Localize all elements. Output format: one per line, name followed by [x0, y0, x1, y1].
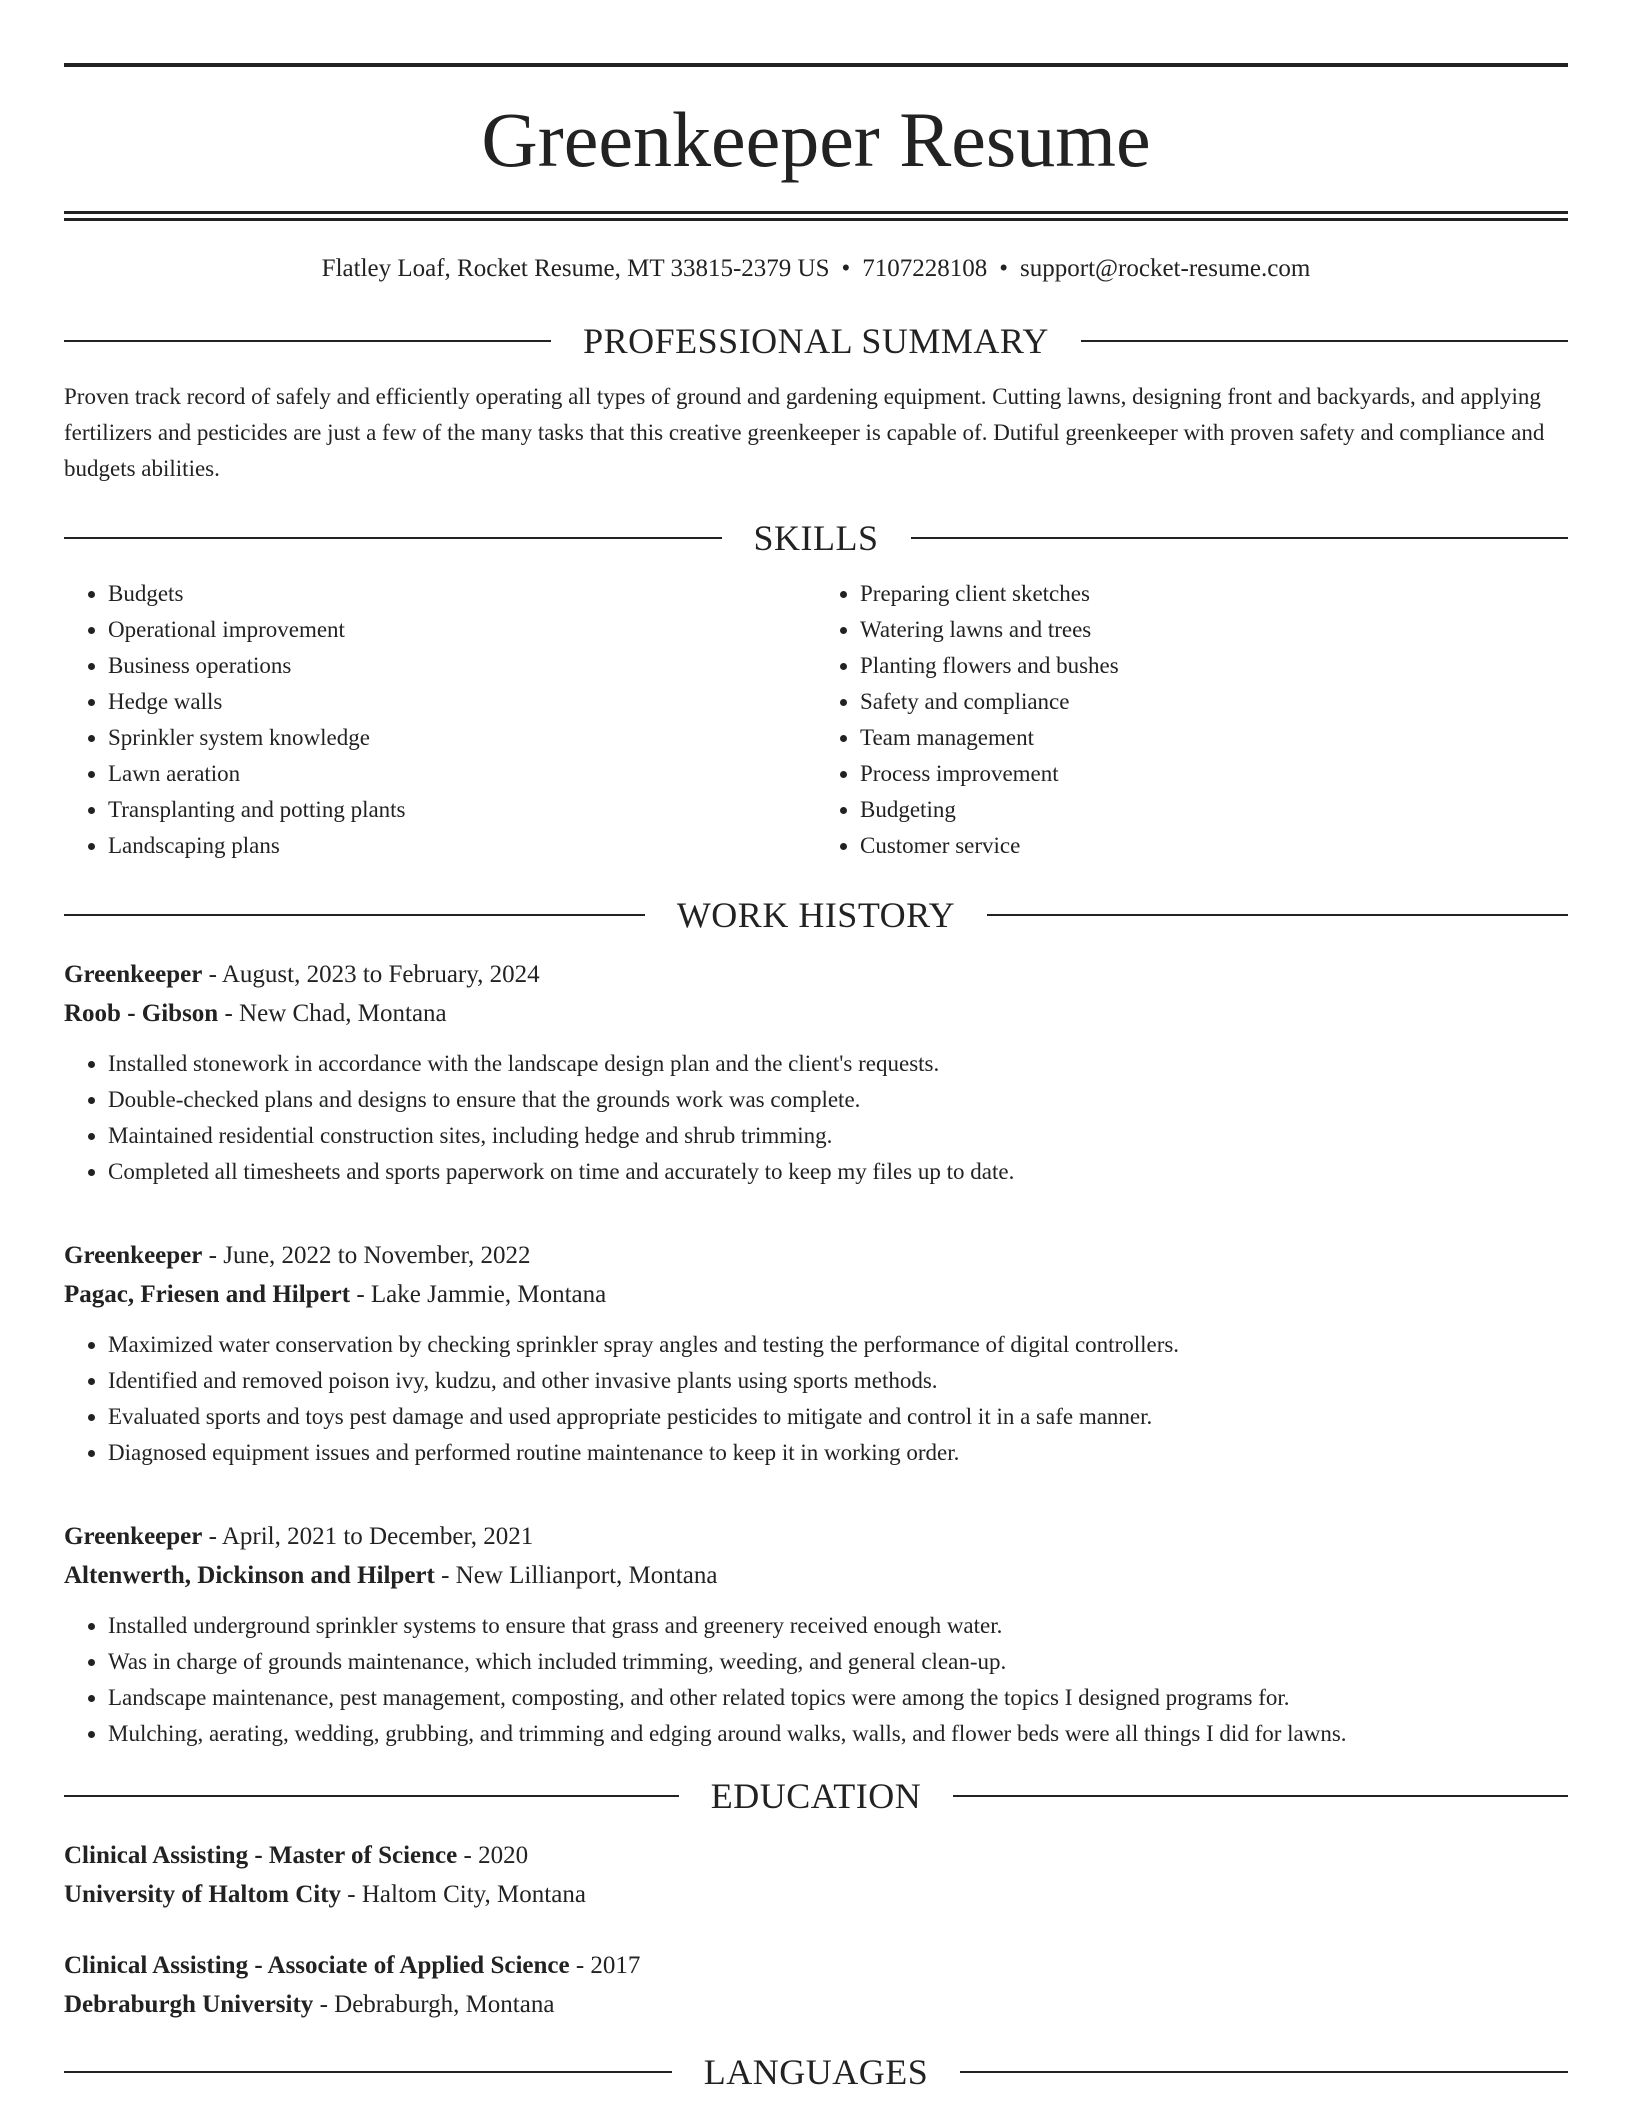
section-rule-right [960, 2071, 1568, 2073]
job-company-line [64, 994, 1568, 1033]
skill-item: • Landscaping plans [108, 828, 816, 864]
skill-item: • Preparing client sketches [860, 576, 1568, 612]
job-dates: - June, 2022 to November, 2022 [202, 1242, 531, 1269]
contact-address: Flatley Loaf, Rocket Resume, MT 33815-2379 US [321, 255, 830, 282]
education-entry [64, 1946, 1568, 2024]
education-entry [64, 1836, 1568, 1914]
section-rule-right [1081, 340, 1568, 342]
skill-item: • Operational improvement [108, 612, 816, 648]
section-rule-right [987, 914, 1568, 916]
job-bullet: • Maintained residential construction sites, including hedge and shrub trimming. [108, 1118, 1568, 1154]
job-title-line [64, 955, 1568, 994]
skill-item: • Budgeting [860, 792, 1568, 828]
job-bullet: • Installed underground sprinkler systems to ensure that grass and greenery received enough water. [108, 1608, 1568, 1644]
resume-title: Greenkeeper Resume [481, 96, 1151, 183]
section-rule-right [953, 1795, 1568, 1797]
job-bullets [64, 1046, 1568, 1190]
education-degree-line [64, 1836, 1568, 1875]
skill-item: • Watering lawns and trees [860, 612, 1568, 648]
job-entry [64, 1236, 1568, 1471]
job-title: Greenkeeper [64, 1242, 203, 1269]
skill-item: • Hedge walls [108, 684, 816, 720]
job-bullet: • Completed all timesheets and sports paperwork on time and accurately to keep my files up to date. [108, 1154, 1568, 1190]
job-location: - New Chad, Montana [218, 1000, 447, 1027]
job-location: - New Lillianport, Montana [434, 1562, 718, 1589]
education-degree-line [64, 1946, 1568, 1985]
job-bullet: • Identified and removed poison ivy, kudzu, and other invasive plants using sports methods. [108, 1363, 1568, 1399]
section-title-languages: LANGUAGES [703, 2052, 929, 2092]
job-entry [64, 955, 1568, 1190]
job-bullet: • Mulching, aerating, wedding, grubbing, and trimming and edging around walks, walls, and flower beds were all things I did for lawns. [108, 1716, 1568, 1752]
section-rule-left [64, 914, 645, 916]
job-bullet: • Was in charge of grounds maintenance, which included trimming, weeding, and general clean-up. [108, 1644, 1568, 1680]
skill-item: • Sprinkler system knowledge [108, 720, 816, 756]
section-header-work [64, 897, 1568, 933]
title-double-rule [64, 211, 1568, 221]
job-entry [64, 1517, 1568, 1752]
education-year: - 2020 [457, 1842, 529, 1869]
skill-item: • Planting flowers and bushes [860, 648, 1568, 684]
skill-item: • Business operations [108, 648, 816, 684]
job-bullet: • Evaluated sports and toys pest damage and used appropriate pesticides to mitigate and control it in a safe manner. [108, 1399, 1568, 1435]
education-school-line [64, 1985, 1568, 2024]
section-header-skills [64, 520, 1568, 556]
section-title-work: WORK HISTORY [676, 895, 956, 935]
contact-separator: • [841, 255, 851, 282]
skill-item: • Lawn aeration [108, 756, 816, 792]
top-rule [64, 63, 1568, 67]
education-degree: Clinical Assisting - Master of Science [64, 1842, 458, 1869]
job-location: - Lake Jammie, Montana [350, 1281, 607, 1308]
job-bullet: • Double-checked plans and designs to ensure that the grounds work was complete. [108, 1082, 1568, 1118]
education-year: - 2017 [569, 1952, 641, 1979]
skills-list-left [64, 576, 816, 864]
section-rule-left [64, 2071, 672, 2073]
summary-text: Proven track record of safely and efficiently operating all types of ground and gardening equipment. Cutting lawns, designing front and backyards, and applying fertilizers and pesticides are just a few of the many tasks that this creative greenkeeper is capable of. Dutiful greenkeeper with proven safety and compliance and budgets abilities. [64, 384, 1545, 481]
skills-list-right [816, 576, 1568, 864]
job-company: Altenwerth, Dickinson and Hilpert [64, 1562, 435, 1589]
job-title-line [64, 1236, 1568, 1275]
contact-email[interactable]: support@rocket-resume.com [1020, 255, 1311, 282]
education-location: - Haltom City, Montana [341, 1881, 586, 1908]
skill-item: • Team management [860, 720, 1568, 756]
skills-columns [64, 576, 1568, 864]
job-bullet: • Installed stonework in accordance with the landscape design plan and the client's requests. [108, 1046, 1568, 1082]
job-title: Greenkeeper [64, 961, 203, 988]
job-bullet: • Landscape maintenance, pest management, composting, and other related topics were among the topics I designed programs for. [108, 1680, 1568, 1716]
resume-page [64, 0, 1568, 2090]
job-bullets [64, 1608, 1568, 1752]
job-company-line [64, 1275, 1568, 1314]
section-rule-right [911, 537, 1569, 539]
section-rule-left [64, 340, 551, 342]
section-title-education: EDUCATION [710, 1776, 922, 1816]
education-school: Debraburgh University [64, 1991, 314, 2018]
job-bullet: • Maximized water conservation by checking sprinkler spray angles and testing the performance of digital controllers. [108, 1327, 1568, 1363]
section-header-education [64, 1778, 1568, 1814]
job-bullets [64, 1327, 1568, 1471]
education-degree: Clinical Assisting - Associate of Applied Science [64, 1952, 570, 1979]
section-title-summary: PROFESSIONAL SUMMARY [583, 321, 1049, 361]
section-title-skills: SKILLS [753, 518, 879, 558]
skill-item: • Safety and compliance [860, 684, 1568, 720]
job-title: Greenkeeper [64, 1523, 203, 1550]
section-rule-left [64, 537, 722, 539]
job-dates: - August, 2023 to February, 2024 [202, 961, 540, 988]
job-company: Pagac, Friesen and Hilpert [64, 1281, 351, 1308]
education-location: - Debraburgh, Montana [313, 1991, 555, 2018]
education-school-line [64, 1875, 1568, 1914]
section-rule-left [64, 1795, 679, 1797]
section-header-languages [64, 2054, 1568, 2090]
contact-phone[interactable]: 7107228108 [862, 255, 988, 282]
job-dates: - April, 2021 to December, 2021 [202, 1523, 534, 1550]
contact-line [64, 255, 1568, 283]
skill-item: • Budgets [108, 576, 816, 612]
job-company: Roob - Gibson [64, 1000, 219, 1027]
job-title-line [64, 1517, 1568, 1556]
job-company-line [64, 1556, 1568, 1595]
skill-item: • Customer service [860, 828, 1568, 864]
skill-item: • Process improvement [860, 756, 1568, 792]
job-bullet: • Diagnosed equipment issues and performed routine maintenance to keep it in working order. [108, 1435, 1568, 1471]
education-school: University of Haltom City [64, 1881, 342, 1908]
section-header-summary [64, 323, 1568, 359]
contact-separator: • [999, 255, 1009, 282]
skill-item: • Transplanting and potting plants [108, 792, 816, 828]
